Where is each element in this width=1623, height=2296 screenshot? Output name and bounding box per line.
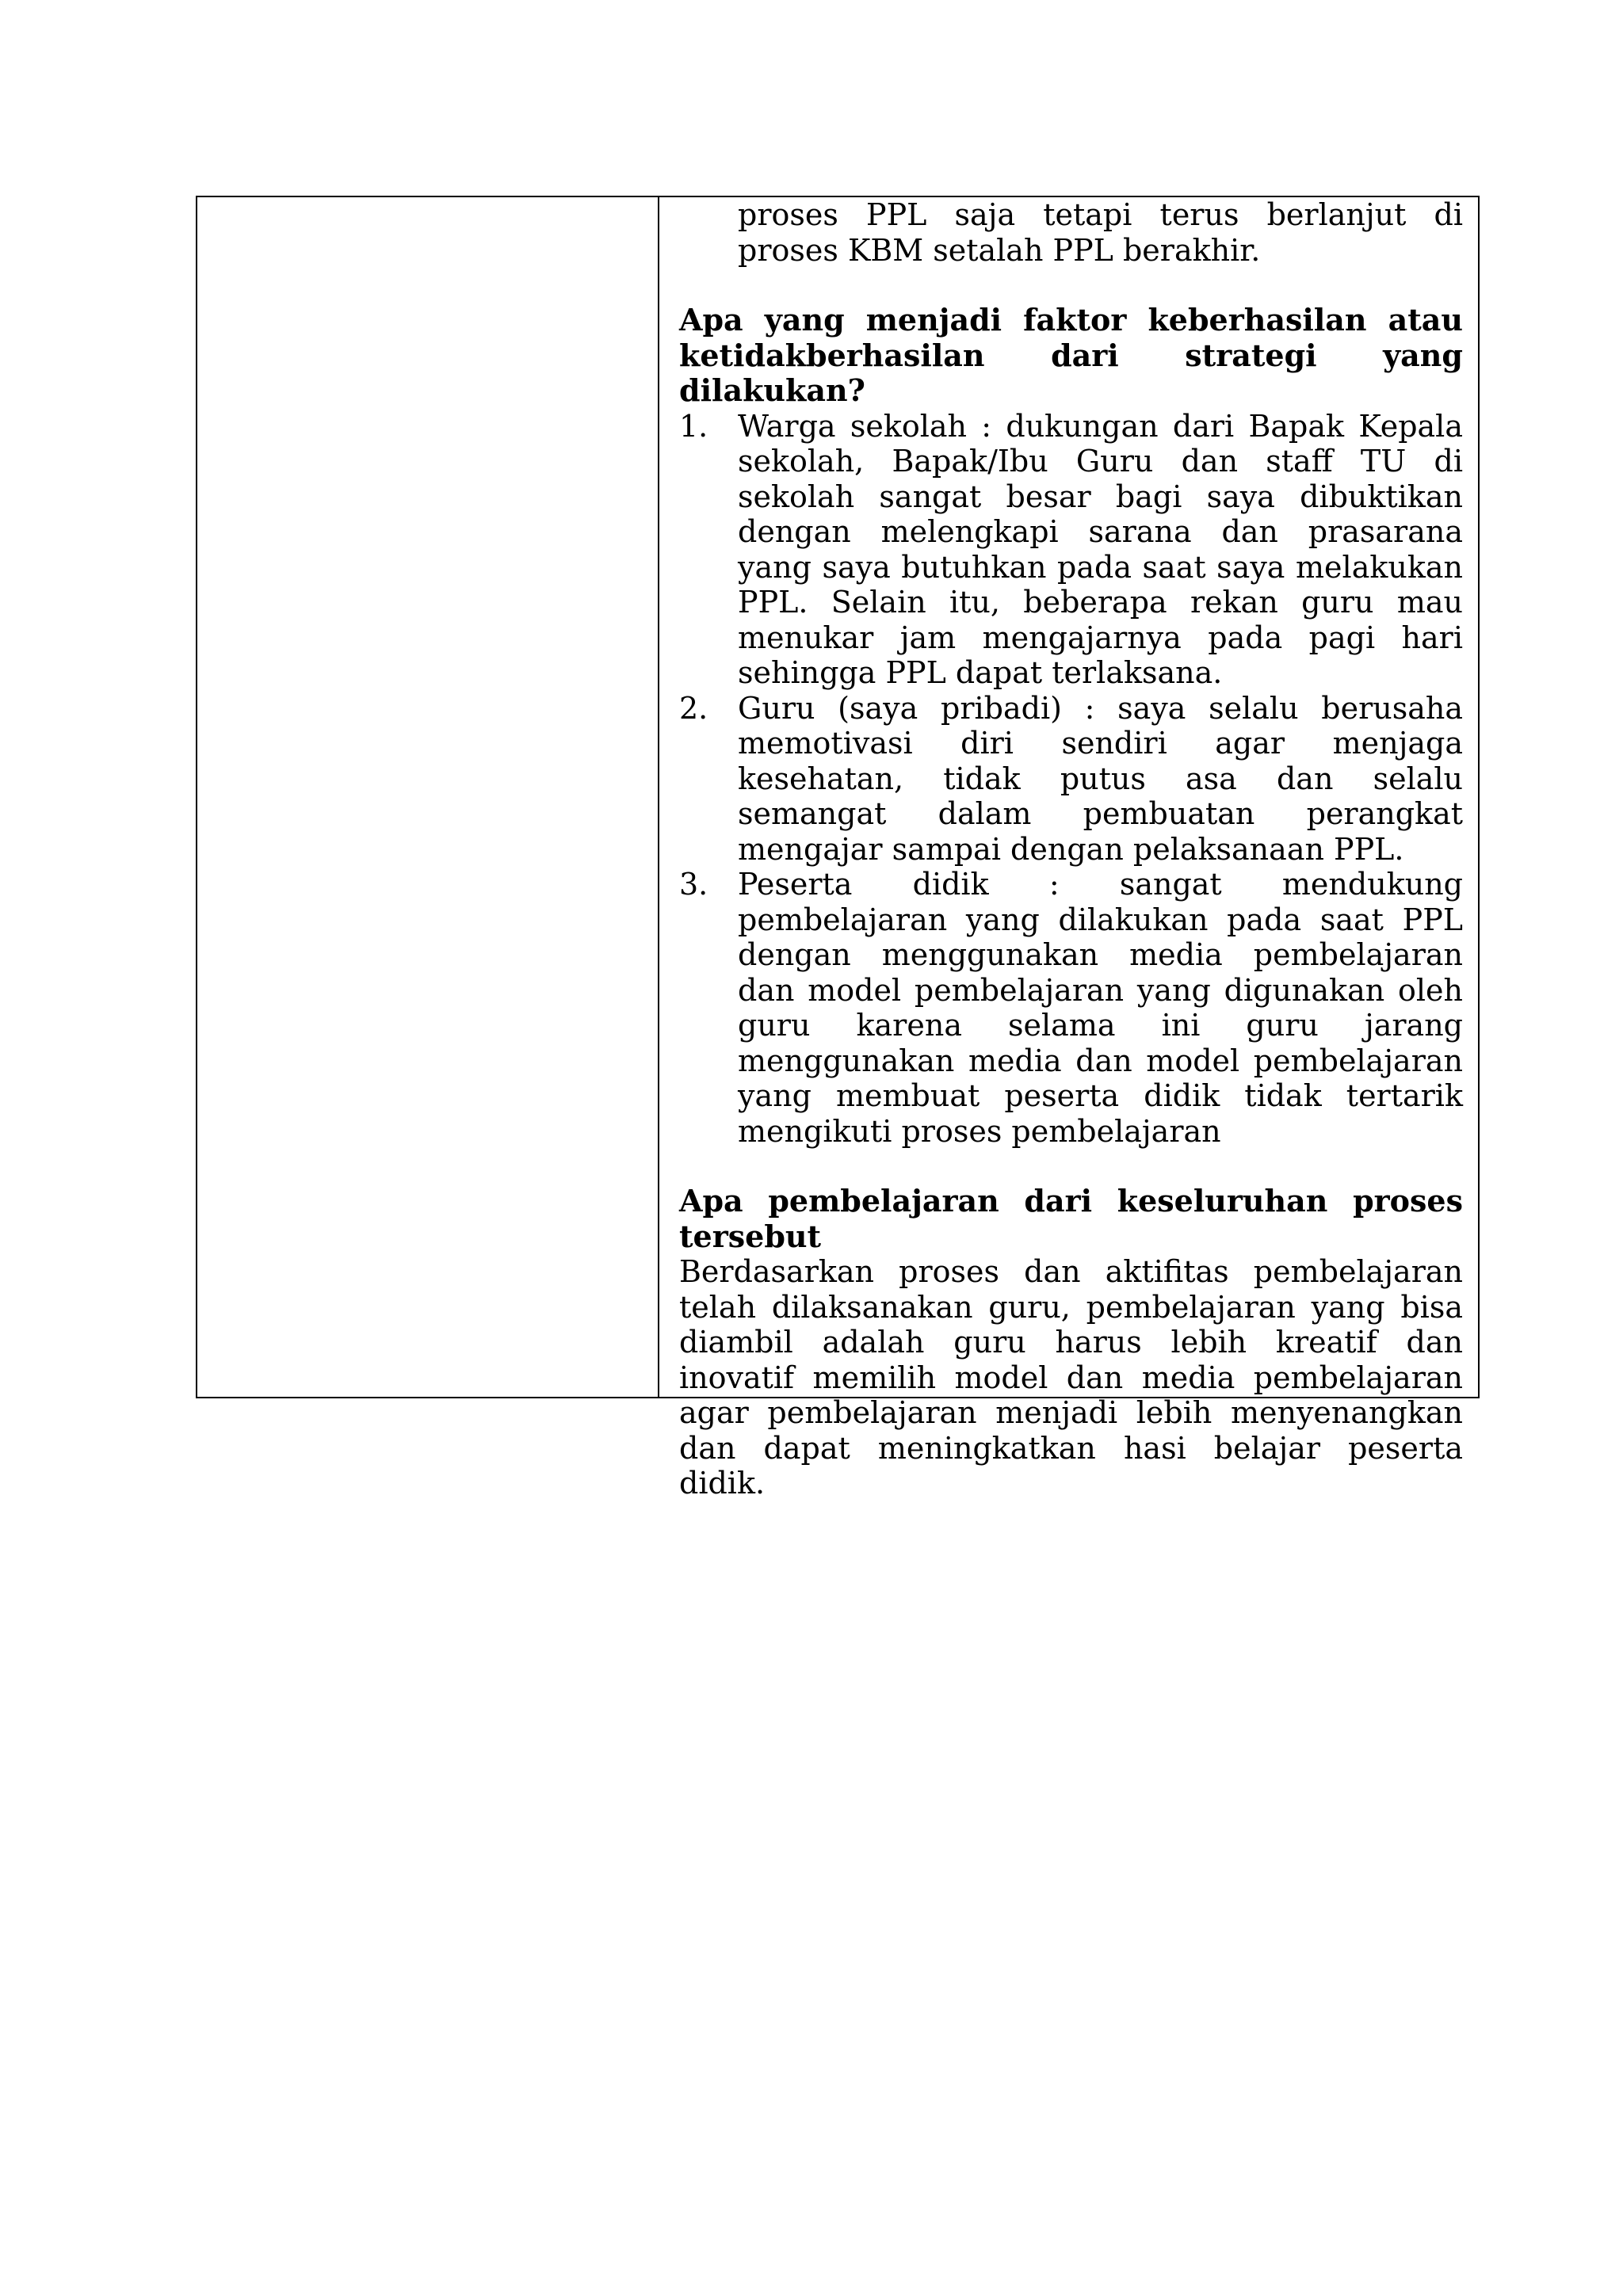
table-right-column — [659, 197, 1478, 1501]
list-item — [679, 691, 1463, 868]
list-item-text: Guru (saya pribadi) : saya selalu berusaha memotivasi diri sendiri agar menjaga kesehatan, tidak putus asa dan selalu semangat dalam pembuatan perangkat mengajar sampai dengan pelaksanaan PPL. — [738, 690, 1463, 867]
factors-heading: Apa yang menjadi faktor keberhasilan atau ketidakberhasilan dari strategi yang dilakukan? — [679, 302, 1463, 408]
learning-paragraph: Berdasarkan proses dan aktifitas pembelajaran telah dilaksanakan guru, pembelajaran yang bisa diambil adalah guru harus lebih kreatif dan inovatif memilih model dan media pembelajaran agar pembelajaran menjadi lebih menyenangkan dan dapat meningkatkan hasi belajar peserta didik. — [679, 1254, 1463, 1501]
list-item-number: 2. — [679, 690, 708, 726]
list-item — [679, 409, 1463, 691]
list-item-number: 1. — [679, 408, 708, 444]
list-item-number: 3. — [679, 867, 708, 902]
list-item-text: Warga sekolah : dukungan dari Bapak Kepala sekolah, Bapak/Ibu Guru dan staff TU di sekolah sangat besar bagi saya dibuktikan dengan melengkapi sarana dan prasarana yang saya butuhkan pada saat saya melakukan PPL. Selain itu, beberapa rekan guru mau menukar jam mengajarnya pada pagi hari sehingga PPL dapat terlaksana. — [738, 408, 1463, 690]
factors-list — [679, 409, 1463, 1150]
table-left-column — [197, 197, 659, 1397]
reflection-table — [196, 196, 1480, 1501]
spacer — [679, 1149, 1463, 1184]
spacer — [679, 268, 1463, 303]
learning-heading: Apa pembelajaran dari keseluruhan proses tersebut — [679, 1183, 1463, 1254]
continuation-paragraph: proses PPL saja tetapi terus berlanjut di proses KBM setalah PPL berakhir. — [738, 197, 1463, 268]
list-item — [679, 867, 1463, 1149]
list-item-text: Peserta didik : sangat mendukung pembelajaran yang dilakukan pada saat PPL dengan menggunakan media pembelajaran dan model pembelajaran yang digunakan oleh guru karena selama ini guru jarang menggunakan media dan model pembelajaran yang membuat peserta didik tidak tertarik mengikuti proses pembelajaran — [738, 867, 1463, 1149]
